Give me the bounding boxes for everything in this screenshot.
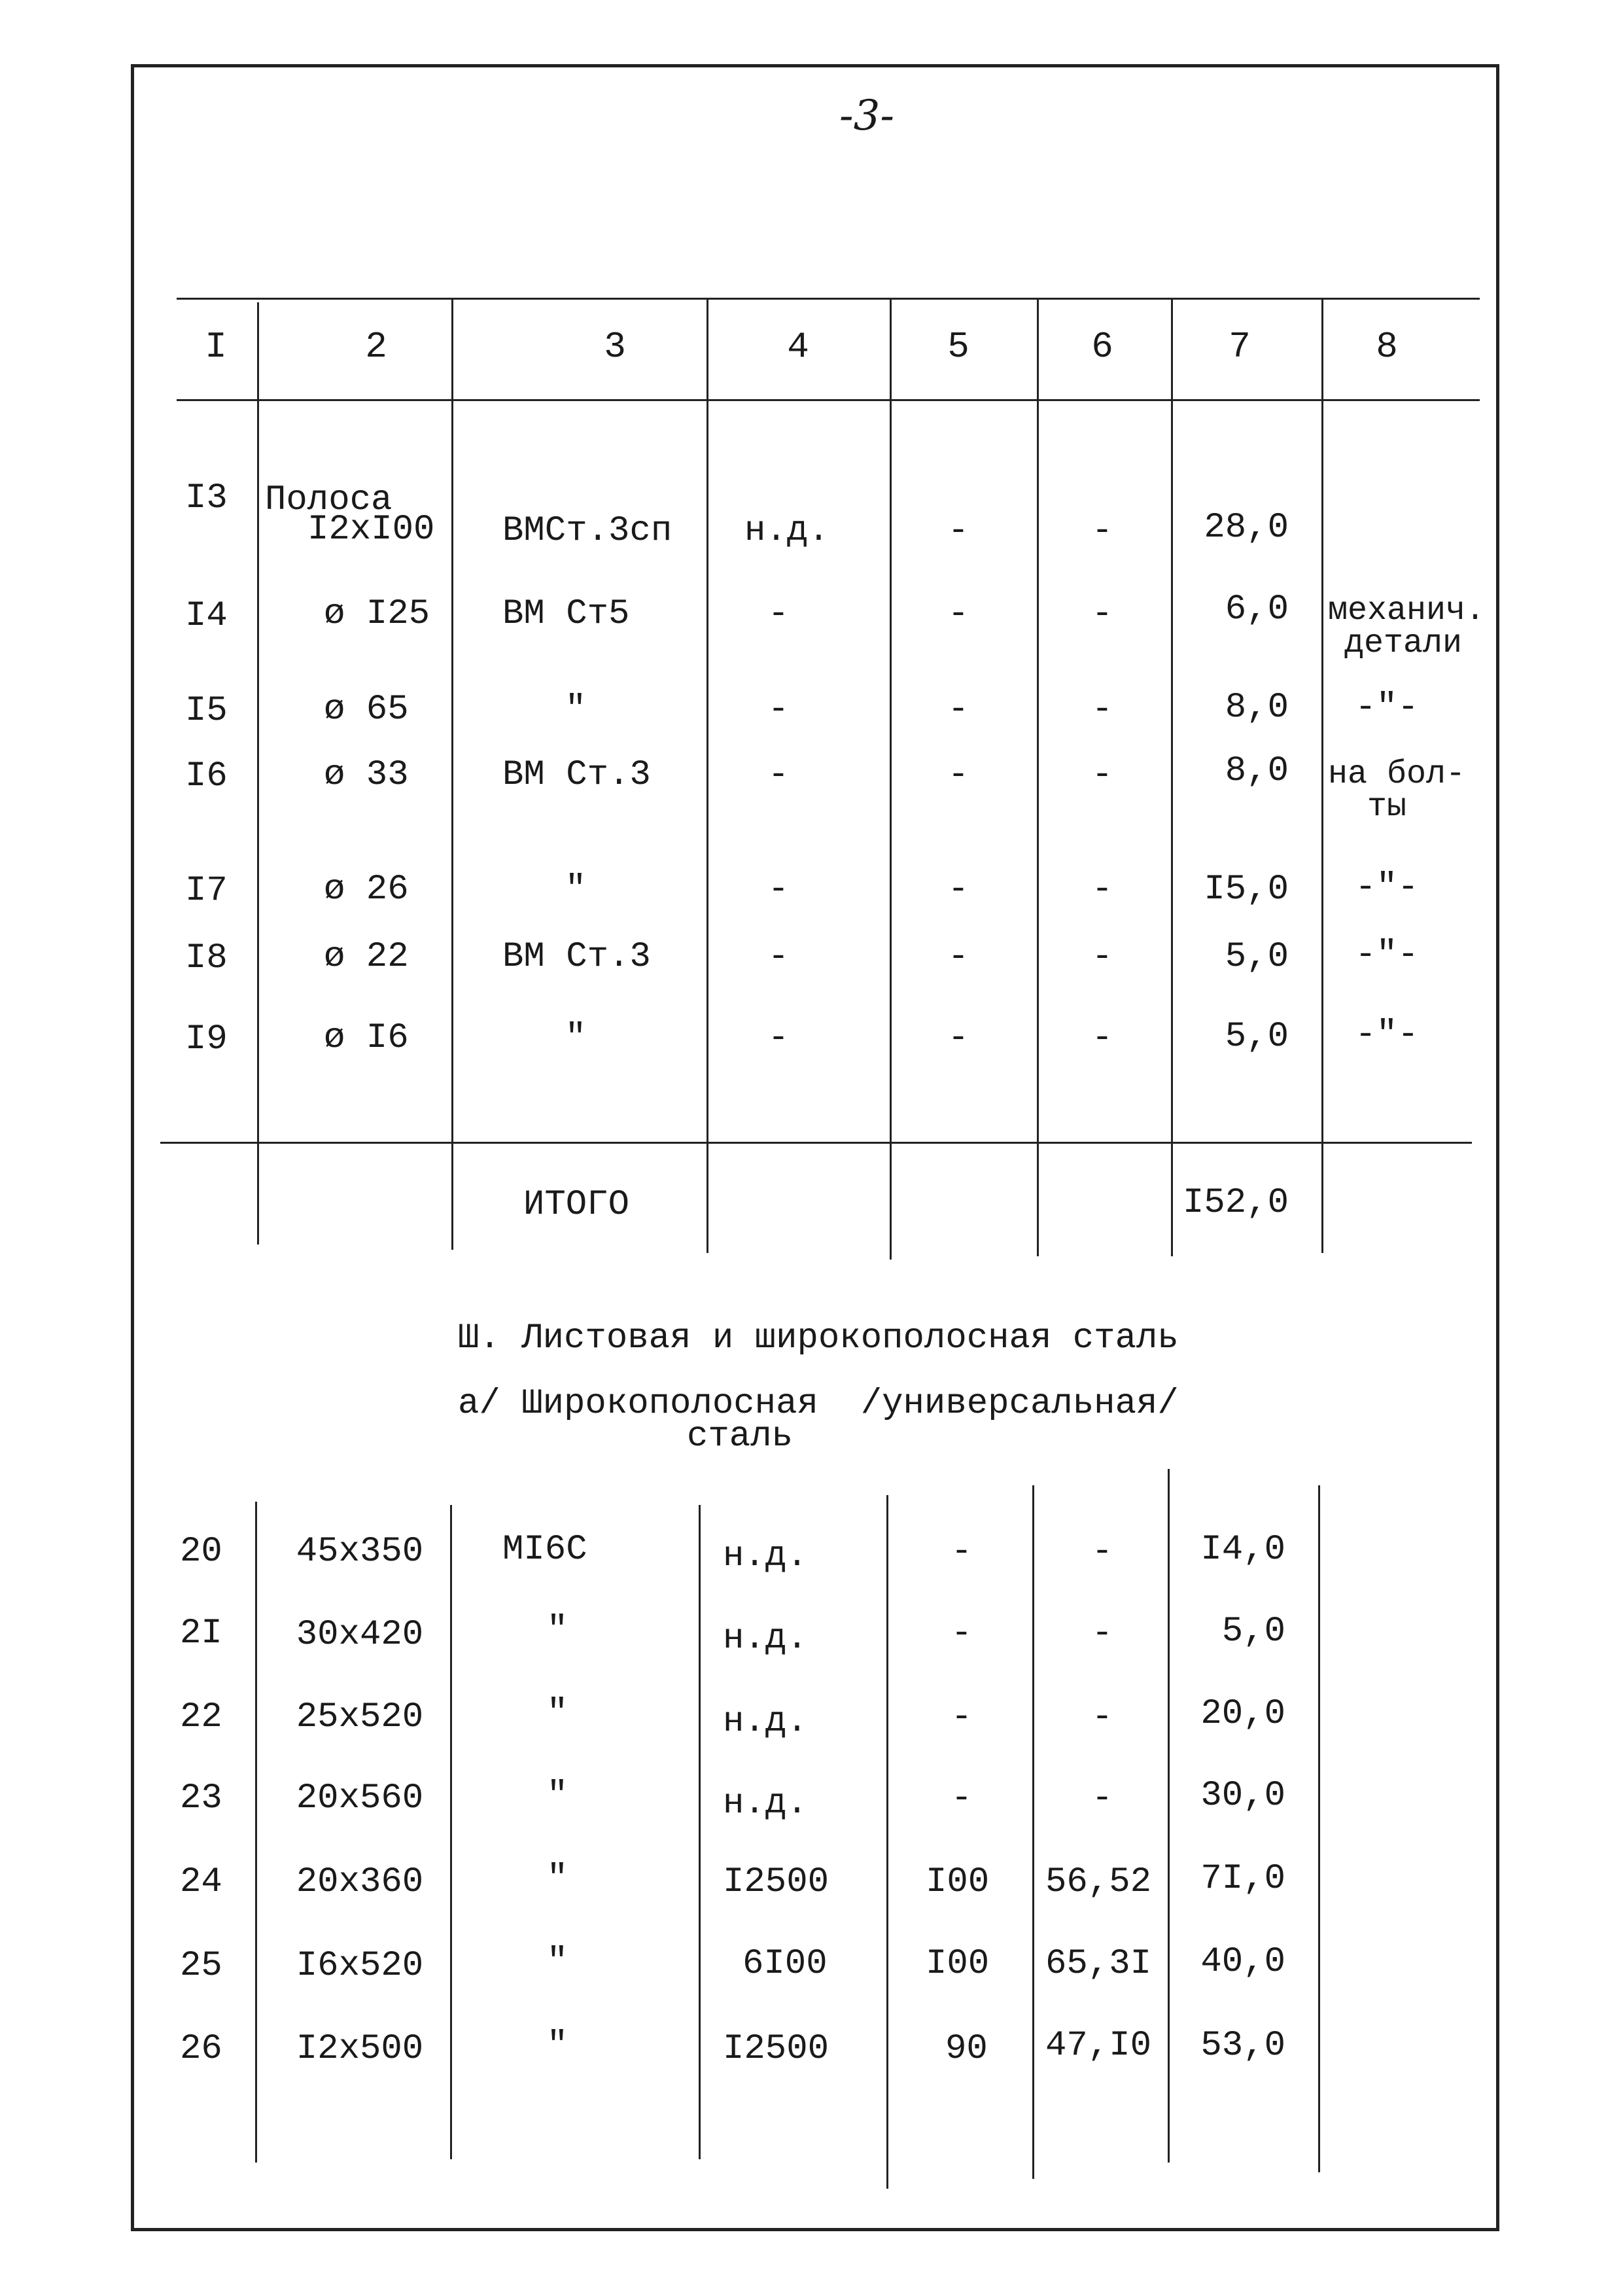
cell-c7: 40,0 xyxy=(1200,1942,1285,1982)
cell-c7: 28,0 xyxy=(1204,508,1289,548)
cell-c7: 8,0 xyxy=(1225,688,1289,728)
cell-c6: - xyxy=(1091,870,1113,910)
cell-c7: 7I,0 xyxy=(1200,1859,1285,1899)
steel-grade: " xyxy=(565,1018,587,1058)
steel-grade: ВМ Ст5 xyxy=(502,594,630,634)
item-name: ø 26 xyxy=(324,870,409,910)
cell-c6: - xyxy=(1091,1697,1113,1737)
cell-c4: 6I00 xyxy=(742,1944,828,1984)
row-number: 24 xyxy=(180,1862,222,1902)
col-sep-7b xyxy=(1318,1485,1320,2172)
cell-c7: 6,0 xyxy=(1225,590,1289,629)
cell-c6: - xyxy=(1091,594,1113,634)
size: I6x520 xyxy=(296,1946,424,1986)
steel-grade: ВМ Ст.3 xyxy=(502,755,651,795)
total-label: ИТОГО xyxy=(523,1185,630,1225)
steel-grade: " xyxy=(546,1610,568,1650)
col-header-2: 2 xyxy=(365,326,387,368)
row-number: I7 xyxy=(185,871,228,911)
cell-c5: - xyxy=(947,511,969,551)
cell-c7: 53,0 xyxy=(1200,2026,1285,2066)
cell-c7: I4,0 xyxy=(1200,1530,1285,1570)
item-name: ø 33 xyxy=(324,755,409,795)
page-frame xyxy=(131,64,1499,2231)
note-line1: на бол- xyxy=(1328,756,1466,793)
cell-c4: н.д. xyxy=(723,1702,808,1742)
col-sep-4 xyxy=(890,298,892,1260)
cell-c6: - xyxy=(1091,690,1113,730)
note-line2: детали xyxy=(1344,625,1463,662)
row-number: 22 xyxy=(180,1697,222,1737)
size: 25x520 xyxy=(296,1697,424,1737)
subsection-title-line2: сталь xyxy=(687,1417,794,1457)
note-ditto: -"- xyxy=(1355,935,1419,975)
steel-grade: " xyxy=(565,870,587,910)
cell-c7: 5,0 xyxy=(1221,1612,1285,1651)
item-name: ø I6 xyxy=(324,1018,409,1058)
row-number: 23 xyxy=(180,1778,222,1818)
cell-c4: - xyxy=(767,937,790,977)
steel-grade: " xyxy=(546,1776,568,1816)
row-number: I3 xyxy=(185,478,228,518)
section-title: Ш. Листовая и широкополосная сталь xyxy=(458,1318,1179,1358)
cell-c6: - xyxy=(1091,1532,1113,1572)
steel-grade: ВМСт.3сп xyxy=(502,511,672,551)
cell-c7: I5,0 xyxy=(1204,870,1289,910)
steel-grade: " xyxy=(546,1942,568,1982)
col-sep-6 xyxy=(1171,298,1173,1256)
col-sep-1 xyxy=(257,302,259,1245)
row-number: I8 xyxy=(185,938,228,978)
col-sep-5 xyxy=(1037,298,1039,1256)
col-header-3: 3 xyxy=(604,326,626,368)
table-total-rule xyxy=(160,1142,1472,1144)
cell-c4: - xyxy=(767,690,790,730)
cell-c4: I2500 xyxy=(723,1862,829,1902)
col-sep-4b xyxy=(886,1495,888,2189)
cell-c5: 90 xyxy=(945,2029,988,2069)
cell-c4: - xyxy=(767,870,790,910)
total-value: I52,0 xyxy=(1182,1183,1289,1223)
size: 20x560 xyxy=(296,1778,424,1818)
cell-c7: 20,0 xyxy=(1200,1694,1285,1734)
cell-c5: - xyxy=(951,1778,973,1818)
size: 30x420 xyxy=(296,1615,424,1655)
col-sep-6b xyxy=(1168,1469,1170,2163)
cell-c5: - xyxy=(951,1697,973,1737)
cell-c4: н.д. xyxy=(744,511,829,551)
col-sep-1b xyxy=(255,1502,257,2163)
cell-c5: - xyxy=(947,870,969,910)
cell-c6: 47,I0 xyxy=(1045,2026,1152,2066)
cell-c6: 65,3I xyxy=(1045,1944,1152,1984)
steel-grade: ВМ Ст.3 xyxy=(502,937,651,977)
size: 20x360 xyxy=(296,1862,424,1902)
cell-c5: I00 xyxy=(926,1944,990,1984)
cell-c4: н.д. xyxy=(723,1619,808,1659)
size: 45x350 xyxy=(296,1532,424,1572)
col-header-5: 5 xyxy=(947,326,969,368)
cell-c5: - xyxy=(947,755,969,795)
cell-c6: - xyxy=(1091,1614,1113,1653)
row-number: I4 xyxy=(185,596,228,636)
cell-c4: I2500 xyxy=(723,2029,829,2069)
cell-c5: I00 xyxy=(926,1862,990,1902)
table-top-rule xyxy=(177,298,1480,300)
row-number: 2I xyxy=(180,1614,222,1653)
steel-grade: " xyxy=(546,1859,568,1899)
cell-c5: - xyxy=(947,690,969,730)
col-sep-3b xyxy=(699,1505,701,2159)
col-header-4: 4 xyxy=(787,326,809,368)
cell-c5: - xyxy=(951,1532,973,1572)
steel-grade: " xyxy=(565,690,587,730)
note-ditto: -"- xyxy=(1355,1015,1419,1055)
cell-c4: н.д. xyxy=(723,1784,808,1824)
cell-c4: - xyxy=(767,1018,790,1058)
note-ditto: -"- xyxy=(1355,868,1419,908)
steel-grade: " xyxy=(546,1693,568,1733)
cell-c5: - xyxy=(947,937,969,977)
item-name: ø I25 xyxy=(324,594,430,634)
cell-c4: - xyxy=(767,755,790,795)
col-header-7: 7 xyxy=(1229,326,1251,368)
table-header-rule xyxy=(177,399,1480,401)
cell-c7: 8,0 xyxy=(1225,751,1289,791)
cell-c6: - xyxy=(1091,1778,1113,1818)
col-sep-3 xyxy=(707,298,708,1253)
item-name-line1: Полоса xyxy=(265,480,393,520)
item-name: ø 65 xyxy=(324,690,409,730)
col-sep-5b xyxy=(1032,1485,1034,2179)
size: I2x500 xyxy=(296,2029,424,2069)
cell-c5: - xyxy=(951,1614,973,1653)
cell-c5: - xyxy=(947,1018,969,1058)
col-header-8: 8 xyxy=(1376,326,1398,368)
row-number: 26 xyxy=(180,2029,222,2069)
item-name-line2: I2xI00 xyxy=(307,510,435,550)
row-number: I9 xyxy=(185,1019,228,1059)
cell-c6: - xyxy=(1091,755,1113,795)
cell-c7: 5,0 xyxy=(1225,937,1289,977)
cell-c4: - xyxy=(767,594,790,634)
cell-c5: - xyxy=(947,594,969,634)
row-number: 25 xyxy=(180,1946,222,1986)
cell-c7: 5,0 xyxy=(1225,1017,1289,1057)
row-number: I6 xyxy=(185,756,228,796)
note-line1: механич. xyxy=(1328,592,1486,629)
cell-c4: н.д. xyxy=(723,1536,808,1576)
cell-c6: 56,52 xyxy=(1045,1862,1152,1902)
col-sep-7 xyxy=(1321,298,1323,1253)
cell-c6: - xyxy=(1091,937,1113,977)
col-header-1: I xyxy=(205,326,227,368)
item-name: ø 22 xyxy=(324,937,409,977)
col-sep-2b xyxy=(450,1505,452,2159)
cell-c6: - xyxy=(1091,511,1113,551)
note-ditto: -"- xyxy=(1355,688,1419,728)
col-header-6: 6 xyxy=(1091,326,1113,368)
subsection-title-line1: а/ Широкополосная /универсальная/ xyxy=(458,1384,1179,1424)
col-sep-2 xyxy=(451,298,453,1250)
note-line2: ты xyxy=(1367,788,1407,826)
steel-grade: " xyxy=(546,2026,568,2066)
cell-c6: - xyxy=(1091,1018,1113,1058)
cell-c7: 30,0 xyxy=(1200,1776,1285,1816)
steel-grade: MI6C xyxy=(502,1530,587,1570)
row-number: I5 xyxy=(185,691,228,731)
row-number: 20 xyxy=(180,1532,222,1572)
page-number: -3- xyxy=(839,92,894,140)
